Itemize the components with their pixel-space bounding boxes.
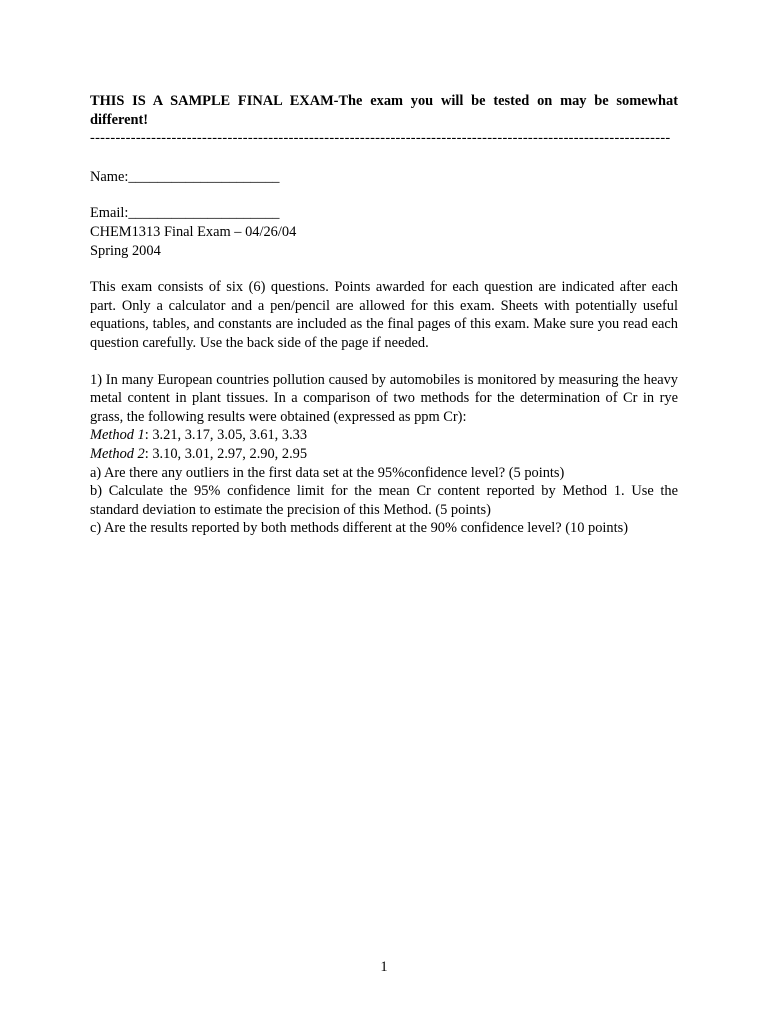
name-field: Name:_____________________	[90, 168, 280, 185]
method-1-line	[90, 426, 678, 445]
page-number: 1	[380, 959, 388, 975]
course-title: CHEM1313 Final Exam – 04/26/04	[90, 223, 297, 240]
email-field: Email:_____________________	[90, 205, 280, 222]
question-1-intro: 1) In many European countries pollution caused by automobiles is monitored by measuring the heavy metal content in plant tissues. In a comparison of two methods for the determination of Cr in rye grass, the following results were obtained (expressed as ppm Cr):	[90, 371, 678, 425]
method-1-label: Method 1	[90, 427, 145, 444]
sample-exam-title: THIS IS A SAMPLE FINAL EXAM-The exam you will be tested on may be somewhat different!	[90, 93, 678, 128]
method-1-values: : 3.21, 3.17, 3.05, 3.61, 3.33	[144, 427, 308, 444]
method-2-values: : 3.10, 3.01, 2.97, 2.90, 2.95	[144, 445, 308, 462]
separator-line: ------------------------------------------------------------------------------------------------------------------	[90, 130, 671, 147]
question-1-part-a: a) Are there any outliers in the first data set at the 95%confidence level? (5 points)	[90, 464, 565, 481]
exam-instructions: This exam consists of six (6) questions. Points awarded for each question are indicated after each part. Only a calculator and a pen/pencil are allowed for this exam. Sheets with potentially useful equations, tables, and constants are included as the final pages of this exam. Make sure you read each question carefully. Use the back side of the page if needed.	[90, 279, 678, 351]
question-1	[90, 371, 678, 538]
method-2-line	[90, 445, 678, 464]
exam-page	[90, 92, 678, 538]
term-label: Spring 2004	[90, 242, 161, 259]
question-1-part-c: c) Are the results reported by both methods different at the 90% confidence level? (10 points)	[90, 520, 629, 537]
question-1-part-b: b) Calculate the 95% confidence limit for the mean Cr content reported by Method 1. Use the standard deviation to estimate the precision of this Method. (5 points)	[90, 483, 678, 518]
method-2-label: Method 2	[90, 445, 145, 462]
